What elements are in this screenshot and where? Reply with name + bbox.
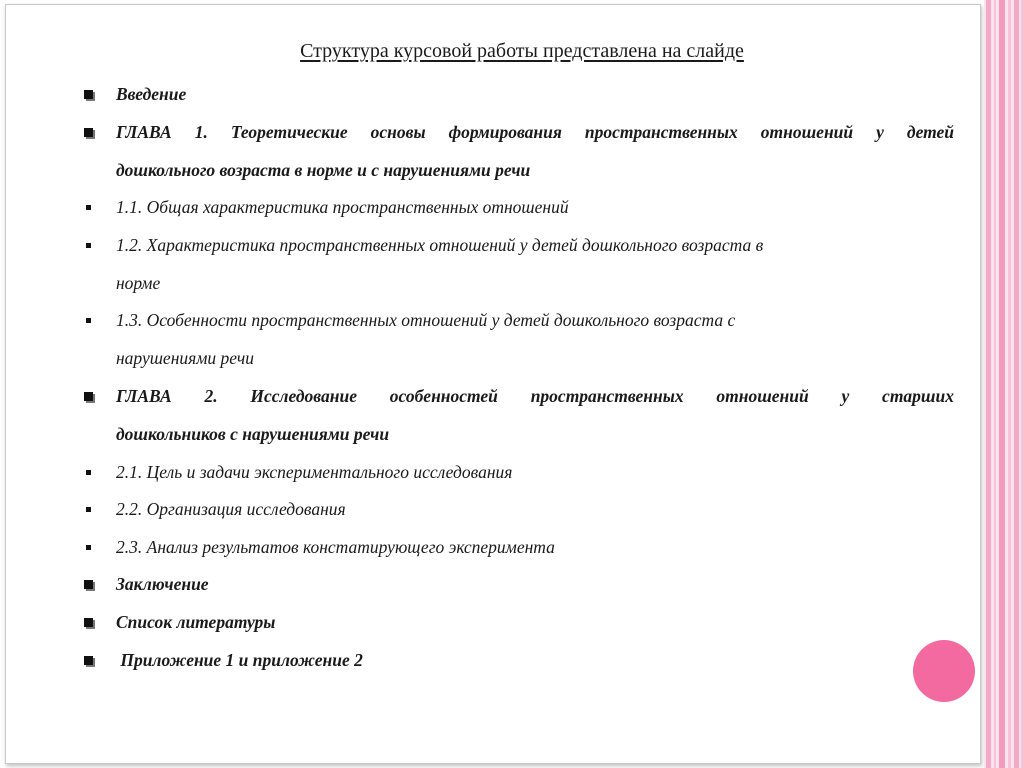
square-bullet-icon [86,545,91,550]
decorative-pink-circle [913,640,975,702]
checkbox-bullet-icon [84,392,93,401]
outline-item-conclusion: Заключение [116,574,209,594]
checkbox-bullet-icon [84,618,93,627]
square-bullet-icon [86,243,91,248]
outline-item-2-3: 2.3. Анализ результатов констатирующего эксперимента [116,537,555,557]
outline-item-1-1: 1.1. Общая характеристика пространственных отношений [116,197,569,217]
checkbox-bullet-icon [84,128,93,137]
slide-title: Структура курсовой работы представлена на слайде [300,40,744,62]
checkbox-bullet-icon [84,90,93,99]
decorative-stripes [984,0,1024,768]
square-bullet-icon [86,470,91,475]
outline-item-chapter-1: ГЛАВА 1. Теоретические основы формирования пространственных отношений у детей дошкольного возраста в норме и с нарушениями речи [116,122,954,180]
outline-item-references: Список литературы [116,612,276,632]
square-bullet-icon [86,507,91,512]
outline-item-1-2: 1.2. Характеристика пространственных отношений у детей дошкольного возраста в норме [116,235,764,293]
outline-item-1-3: 1.3. Особенности пространственных отношений у детей дошкольного возраста с нарушениями речи [116,310,736,368]
outline-item-2-1: 2.1. Цель и задачи экспериментального исследования [116,462,513,482]
checkbox-bullet-icon [84,580,93,589]
outline-item-chapter-2: ГЛАВА 2. Исследование особенностей пространственных отношений у старших дошкольников с нарушениями речи [116,386,954,444]
checkbox-bullet-icon [84,656,93,665]
outline-item-introduction: Введение [116,84,187,104]
square-bullet-icon [86,318,91,323]
outline-item-appendix: Приложение 1 и приложение 2 [116,650,363,670]
square-bullet-icon [86,205,91,210]
outline-item-2-2: 2.2. Организация исследования [116,499,346,519]
